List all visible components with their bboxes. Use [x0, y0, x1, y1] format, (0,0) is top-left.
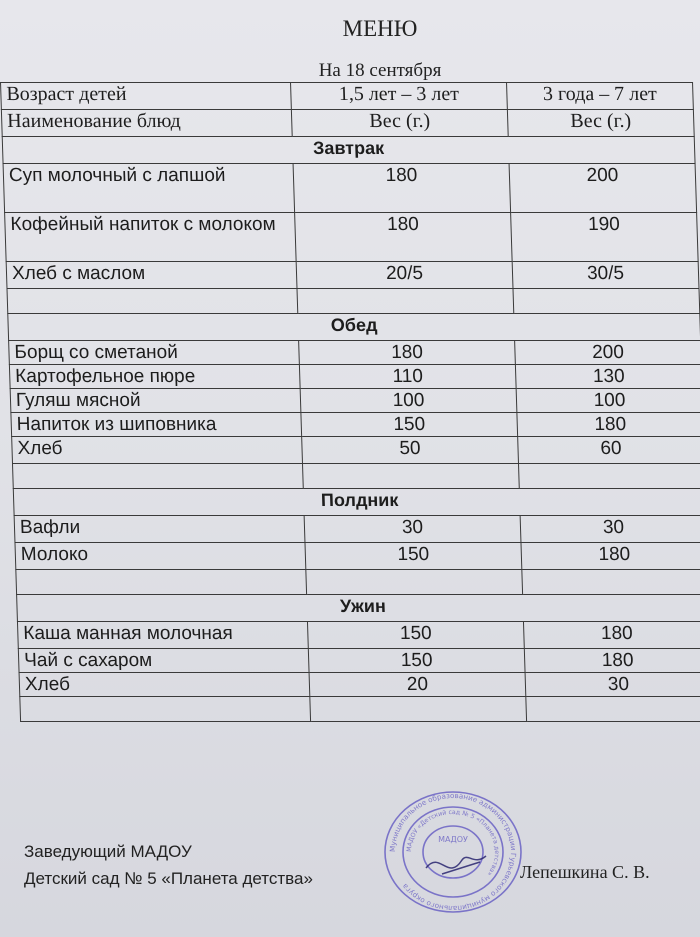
weight-1: 150: [307, 622, 524, 649]
weight-1: 150: [308, 649, 525, 673]
section-row: [8, 314, 700, 341]
table-row: [10, 389, 700, 413]
section-snack: Полдник: [13, 489, 700, 516]
section-lunch: Обед: [8, 314, 700, 341]
weight-1: 180: [299, 341, 516, 365]
table-row: [12, 437, 700, 464]
dish-name: Картофельное пюре: [9, 365, 300, 389]
table-row: [6, 262, 699, 289]
weight-label-1: Вес (г.): [291, 110, 508, 137]
weight-2: 180: [521, 543, 700, 570]
table-row: [9, 341, 700, 365]
weight-2: 200: [515, 341, 700, 365]
table-row: [3, 164, 697, 213]
dish-name: Суп молочный с лапшой: [3, 164, 295, 213]
signature-mark: [426, 856, 486, 874]
dish-name: Напиток из шиповника: [11, 413, 302, 437]
dish-name: Хлеб: [12, 437, 303, 464]
section-row: [2, 137, 695, 164]
table-row: [11, 413, 700, 437]
table-row: [14, 516, 700, 543]
weight-2: 30/5: [512, 262, 699, 289]
stamp-center-text: МАДОУ: [438, 835, 468, 844]
stamp-outer-text: Муниципальное образование администрации Гурьевского муниципального округа: [387, 790, 519, 914]
blank-row: [7, 289, 700, 314]
official-stamp: [382, 790, 524, 914]
weight-2: 30: [525, 673, 700, 697]
age-label: Возраст детей: [1, 83, 292, 110]
weight-2: 60: [518, 437, 700, 464]
dish-name: Каша манная молочная: [17, 622, 308, 649]
weight-1: 20/5: [296, 262, 513, 289]
weight-1: 20: [309, 673, 526, 697]
table-row: [5, 213, 699, 262]
weight-1: 110: [299, 365, 516, 389]
blank-row: [20, 697, 700, 722]
weight-2: 100: [516, 389, 700, 413]
section-dinner: Ужин: [17, 595, 700, 622]
table-row: [9, 365, 700, 389]
weight-2: 180: [523, 622, 700, 649]
weight-1: 150: [305, 543, 522, 570]
dish-label: Наименование блюд: [1, 110, 292, 137]
footer-block: [24, 838, 313, 892]
weight-label-2: Вес (г.): [507, 110, 694, 137]
weight-2: 180: [524, 649, 700, 673]
table-row: [17, 622, 700, 649]
dish-name: Гуляш мясной: [10, 389, 301, 413]
signer-name: Лепешкина С. В.: [520, 862, 650, 882]
section-breakfast: Завтрак: [2, 137, 695, 164]
section-row: [13, 489, 700, 516]
weight-1: 50: [302, 437, 519, 464]
blank-row: [16, 570, 700, 595]
menu-table: [0, 82, 700, 722]
weight-2: 30: [520, 516, 700, 543]
menu-date: На 18 сентября: [318, 60, 442, 81]
blank-row: [12, 464, 700, 489]
weight-2: 180: [517, 413, 700, 437]
table-row: [15, 543, 700, 570]
weight-1: 180: [293, 164, 511, 213]
weight-2: 190: [511, 213, 699, 262]
header-row-dish: [1, 110, 694, 137]
dish-name: Хлеб с маслом: [6, 262, 297, 289]
dish-name: Борщ со сметаной: [9, 341, 300, 365]
dish-name: Чай с сахаром: [18, 649, 309, 673]
dish-name: Молоко: [15, 543, 306, 570]
weight-1: 150: [301, 413, 518, 437]
footer-organization: Детский сад № 5 «Планета детства»: [24, 869, 313, 888]
menu-table-wrapper: [0, 82, 700, 782]
table-row: [18, 649, 700, 673]
weight-1: 180: [295, 213, 513, 262]
weight-2: 130: [515, 365, 700, 389]
weight-1: 30: [304, 516, 521, 543]
section-row: [17, 595, 700, 622]
dish-name: Кофейный напиток с молоком: [5, 213, 297, 262]
weight-1: 100: [300, 389, 517, 413]
footer-position: Заведующий МАДОУ: [24, 842, 192, 861]
age-group-2: 3 года – 7 лет: [507, 83, 694, 110]
dish-name: Вафли: [14, 516, 305, 543]
dish-name: Хлеб: [19, 673, 310, 697]
weight-2: 200: [509, 164, 697, 213]
page-title: МЕНЮ: [342, 16, 418, 41]
table-row: [19, 673, 700, 697]
header-row-age: [1, 83, 694, 110]
age-group-1: 1,5 лет – 3 лет: [291, 83, 508, 110]
stamp-inner-text: МАДОУ «Детский сад № 5 «Планета детства»: [405, 808, 501, 878]
